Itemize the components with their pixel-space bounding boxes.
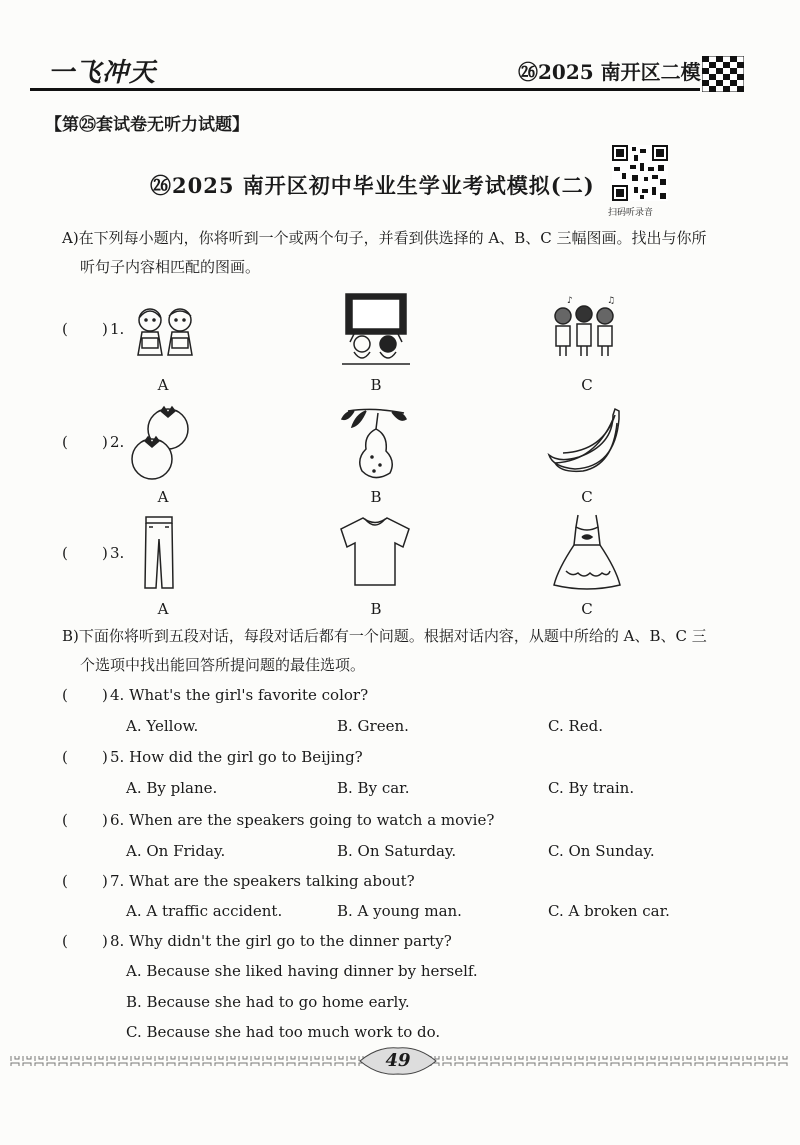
question-number: 3. [110, 544, 125, 562]
answer-paren-open[interactable]: ( [62, 748, 68, 766]
two-kids-reading-icon[interactable] [130, 300, 200, 365]
choice-label-a: A [157, 600, 169, 618]
option-a[interactable]: A. Yellow. [126, 717, 199, 735]
question-number: 2. [110, 433, 125, 451]
answer-paren-close: ) [102, 811, 108, 829]
dress-icon[interactable] [552, 513, 622, 591]
pants-icon[interactable] [143, 515, 175, 590]
qr-caption: 扫码听录音 [608, 208, 654, 218]
answer-paren-close: ) [102, 433, 108, 451]
option-b[interactable]: B. Green. [337, 717, 409, 735]
bananas-icon[interactable] [543, 405, 625, 477]
t-shirt-icon[interactable] [337, 515, 413, 587]
pear-icon[interactable] [338, 405, 410, 485]
choice-label-c: C [581, 488, 593, 506]
svg-text:♪: ♪ [567, 296, 573, 306]
option-a[interactable]: A. By plane. [126, 779, 218, 797]
option-a[interactable]: A. A traffic accident. [126, 902, 283, 920]
header-exam-title: ㉖2025 南开区二模 [518, 60, 701, 84]
choice-label-a: A [157, 376, 169, 394]
question-text: 7. What are the speakers talking about? [110, 872, 415, 890]
notice-no-listening: 【第㉕套试卷无听力试题】 [45, 115, 249, 135]
question-text: 8. Why didn't the girl go to the dinner party? [110, 932, 452, 950]
option-c[interactable]: C. On Sunday. [548, 842, 655, 860]
section-b-instruction-2: 个选项中找出能回答所提问题的最佳选项。 [80, 656, 366, 674]
page-title: ㉖2025 南开区初中毕业生学业考试模拟(二) [150, 173, 595, 198]
section-a-instruction-1: A)在下列每小题内，你将听到一个或两个句子，并看到供选择的 A、B、C 三幅图画。找出与你所 [62, 229, 707, 247]
choice-label-c: C [581, 376, 593, 394]
answer-paren-open[interactable]: ( [62, 433, 68, 451]
answer-paren-open[interactable]: ( [62, 686, 68, 704]
option-c[interactable]: C. By train. [548, 779, 635, 797]
option-a[interactable]: A. On Friday. [126, 842, 226, 860]
choice-label-a: A [157, 488, 169, 506]
page-number [358, 1046, 438, 1076]
answer-paren-open[interactable]: ( [62, 320, 68, 338]
choice-label-b: B [370, 488, 382, 506]
option-b[interactable]: B. A young man. [337, 902, 462, 920]
question-text: 4. What's the girl's favorite color? [110, 686, 369, 704]
tomatoes-icon[interactable] [128, 405, 194, 483]
answer-paren-close: ) [102, 748, 108, 766]
choice-label-c: C [581, 600, 593, 618]
question-text: 6. When are the speakers going to watch a movie? [110, 811, 495, 829]
option-b[interactable]: B. By car. [337, 779, 410, 797]
option-a[interactable]: A. Because she liked having dinner by herself. [126, 962, 478, 980]
answer-paren-open[interactable]: ( [62, 872, 68, 890]
answer-paren-close: ) [102, 686, 108, 704]
answer-paren-open[interactable]: ( [62, 544, 68, 562]
option-b[interactable]: B. On Saturday. [337, 842, 457, 860]
option-c[interactable]: C. A broken car. [548, 902, 670, 920]
question-text: 5. How did the girl go to Beijing? [110, 748, 363, 766]
answer-paren-close: ) [102, 320, 108, 338]
brand-logo: 一飞冲天 [48, 58, 157, 88]
qr-code-icon[interactable] [612, 145, 668, 201]
answer-paren-close: ) [102, 544, 108, 562]
option-b[interactable]: B. Because she had to go home early. [126, 993, 410, 1011]
answer-paren-open[interactable]: ( [62, 932, 68, 950]
header-divider [30, 88, 700, 91]
checker-decoration-icon [702, 56, 744, 92]
choice-label-b: B [370, 376, 382, 394]
question-number: 1. [110, 320, 125, 338]
answer-paren-close: ) [102, 872, 108, 890]
answer-paren-open[interactable]: ( [62, 811, 68, 829]
girls-singing-icon[interactable] [545, 296, 623, 358]
option-c[interactable]: C. Because she had too much work to do. [126, 1023, 441, 1041]
section-b-instruction-1: B)下面你将听到五段对话，每段对话后都有一个问题。根据对话内容，从题中所给的 A、B、C 三 [62, 627, 707, 645]
answer-paren-close: ) [102, 932, 108, 950]
page-number-text: 49 [385, 1050, 411, 1071]
choice-label-b: B [370, 600, 382, 618]
option-c[interactable]: C. Red. [548, 717, 604, 735]
section-a-instruction-2: 听句子内容相匹配的图画。 [80, 258, 261, 276]
kids-watching-tv-icon[interactable] [340, 292, 412, 367]
svg-text:♫: ♫ [607, 296, 616, 306]
